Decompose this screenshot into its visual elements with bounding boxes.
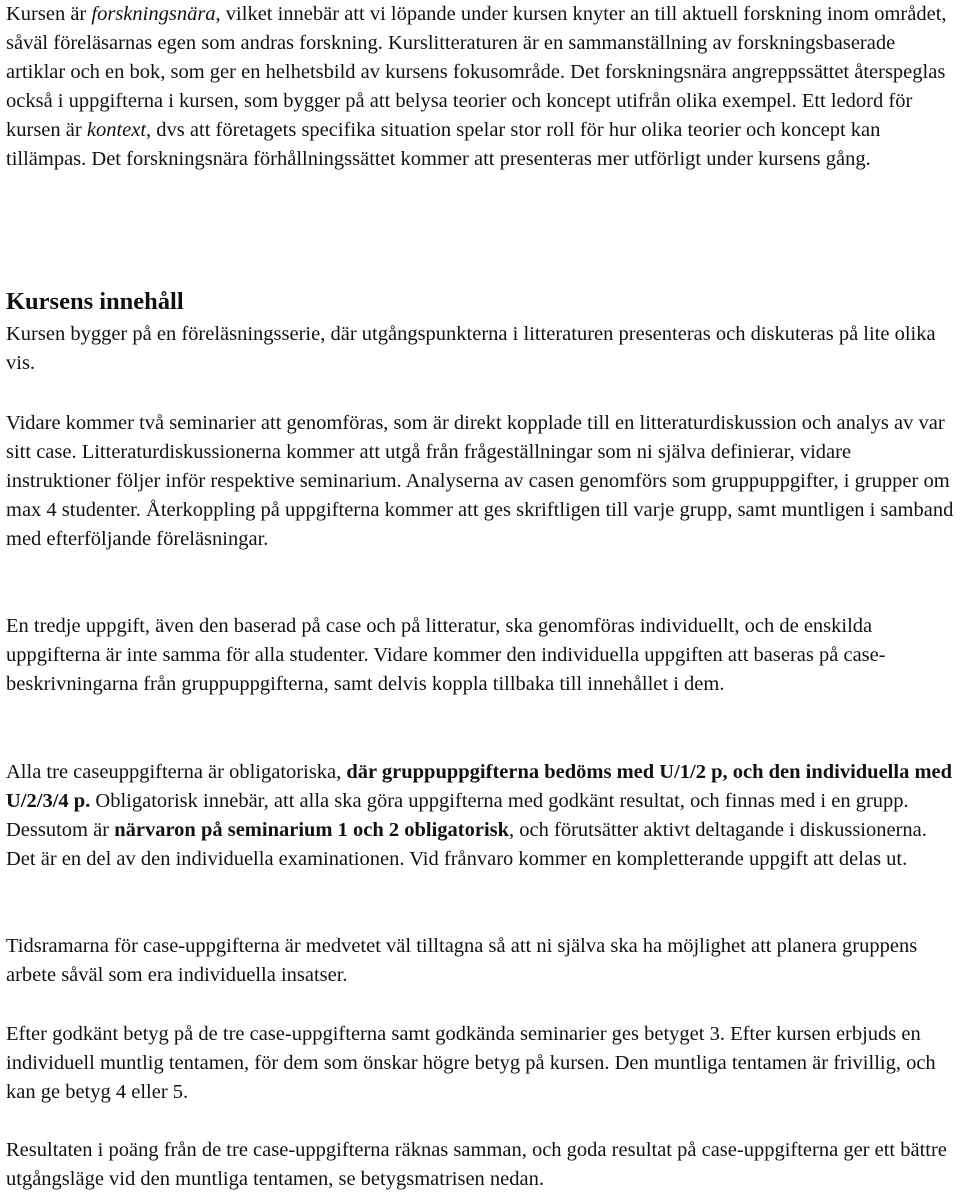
intro-paragraph (6, 0, 954, 174)
grading-paragraph: Efter godkänt betyg på de tre case-uppgifterna samt godkända seminarier ges betyget 3. Efter kursen erbjuds en individuell muntlig tentamen, för dem som önskar högre betyg på kursen. Den muntliga tentamen är frivillig, och kan ge betyg 4 eller 5. (6, 1023, 936, 1103)
intro-emphasis-kontext: kontext (86, 119, 147, 141)
intro-emphasis-forskningsnara: forskningsnära (91, 3, 216, 25)
mandatory-text-c: , och förutsätter aktivt deltagande i diskussionerna. Det är en del av den individuella examinationen. Vid frånvaro kommer en kompletterande uppgift att delas ut. (6, 819, 927, 870)
intro-text-b: , vilket innebär att vi löpande under kursen knyter an till aktuell forskning inom området, såväl föreläsarnas egen som andras forskning. Kurslitteraturen är en sammanställning av forskningsbaserade artiklar och en bok, som ger en helhetsbild av kursens fokusområde. Det forskningsnära angreppssättet återspeglas också i uppgifterna i kursen, som bygger på att belysa teorier och koncept utifrån olika exempel. Ett ledord för kursen är (6, 3, 947, 141)
mandatory-tasks-paragraph (6, 758, 954, 874)
seminars-paragraph: Vidare kommer två seminarier att genomföras, som är direkt kopplade till en litteraturdiskussion och analys av var sitt case. Litteraturdiskussionerna kommer att utgå från frågeställningar som ni själva definierar, vidare instruktioner följer inför respektive seminarium. Analyserna av casen genomförs som gruppuppgifter, i grupper om max 4 studenter. Återkoppling på uppgifterna kommer att ges skriftligen till varje grupp, samt muntligen i samband med efterföljande föreläsningar. (6, 412, 954, 550)
timeframe-paragraph: Tidsramarna för case-uppgifterna är medvetet väl tilltagna så att ni själva ska ha möjlighet att planera gruppens arbete såväl som era individuella insatser. (6, 935, 918, 986)
attendance-bold: närvaron på seminarium 1 och 2 obligatorisk (114, 819, 510, 841)
mandatory-text-a: Alla tre caseuppgifterna är obligatoriska, (6, 761, 347, 783)
results-paragraph: Resultaten i poäng från de tre case-uppgifterna räknas samman, och goda resultat på case-uppgifterna ger ett bättre utgångsläge vid den muntliga tentamen, se betygsmatrisen nedan. (6, 1139, 947, 1190)
mandatory-text-b: Obligatorisk innebär, att alla ska göra uppgifterna med godkänt resultat, och finnas med i en grupp. Dessutom är (6, 790, 909, 841)
intro-text-c: , dvs att företagets specifika situation spelar stor roll för hur olika teorier och koncept kan tillämpas. Det forskningsnära förhållningssättet kommer att presenteras mer utförligt under kursens gång. (6, 119, 881, 170)
intro-text-a: Kursen är (6, 3, 92, 25)
individual-task-paragraph: En tredje uppgift, även den baserad på case och på litteratur, ska genomföras individuellt, och de enskilda uppgifterna är inte samma för alla studenter. Vidare kommer den individuella uppgiften att baseras på case-beskrivningarna från gruppuppgifterna, samt delvis koppla tillbaka till innehållet i dem. (6, 615, 886, 695)
section-heading: Kursens innehåll (6, 288, 184, 315)
grading-scale-bold: där gruppuppgifterna bedöms med U/1/2 p, och den individuella med U/2/3/4 p. (6, 761, 953, 812)
lecture-series-paragraph: Kursen bygger på en föreläsningsserie, där utgångspunkterna i litteraturen presenteras och diskuteras på lite olika vis. (6, 323, 936, 374)
